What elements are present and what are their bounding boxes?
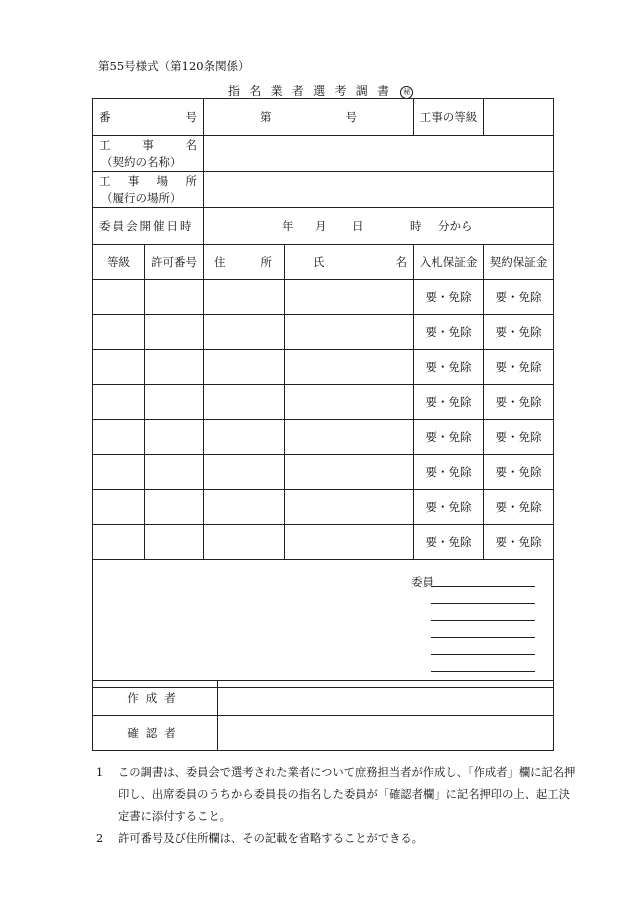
col-grade: 等級 [93, 245, 145, 280]
bid-deposit-choice[interactable]: 要・免除 [414, 455, 484, 490]
signature-line[interactable] [431, 671, 535, 672]
cell-grade[interactable] [93, 315, 145, 350]
cell-permit[interactable] [145, 455, 204, 490]
note-item: 2 許可番号及び住所欄は、その記載を省略することができる。 [96, 832, 424, 845]
work-name-label: 工 事 名 （契約の名称） [93, 136, 204, 172]
contract-deposit-choice[interactable]: 要・免除 [484, 525, 554, 560]
cell-permit[interactable] [145, 315, 204, 350]
cell-address[interactable] [204, 385, 285, 420]
cell-name[interactable] [285, 525, 414, 560]
contractor-header-row [93, 245, 554, 280]
cell-grade[interactable] [93, 420, 145, 455]
bid-deposit-choice[interactable]: 要・免除 [414, 420, 484, 455]
signature-line[interactable] [431, 637, 535, 638]
creator-row [93, 681, 554, 716]
work-place-label: 工 事 場 所 （履行の場所） [93, 172, 204, 208]
cell-name[interactable] [285, 420, 414, 455]
document-title-text: 指名業者選考調書 [228, 84, 399, 98]
contract-deposit-choice[interactable]: 要・免除 [484, 315, 554, 350]
notes [96, 762, 576, 850]
contractor-row [93, 455, 554, 490]
col-address: 住 所 [204, 245, 285, 280]
cell-name[interactable] [285, 490, 414, 525]
contractor-row [93, 490, 554, 525]
cell-address[interactable] [204, 420, 285, 455]
contractor-row [93, 420, 554, 455]
contract-deposit-choice[interactable]: 要・免除 [484, 280, 554, 315]
selection-form-table [92, 98, 554, 688]
contract-deposit-choice[interactable]: 要・免除 [484, 350, 554, 385]
meeting-date-row [93, 208, 554, 245]
contract-deposit-choice[interactable]: 要・免除 [484, 490, 554, 525]
cell-permit[interactable] [145, 280, 204, 315]
meeting-date-value[interactable]: 年 月 日 時 分から [204, 208, 554, 245]
contractor-row [93, 315, 554, 350]
confirmer-value[interactable] [218, 716, 554, 751]
cell-name[interactable] [285, 385, 414, 420]
col-name: 氏 名 [285, 245, 414, 280]
note-item: 1 この調書は、委員会で選考された業者について庶務担当者が作成し、「作成者」欄に記名押印し、出席委員のうちから委員長の指名した委員が「確認者欄」に記名押印の上、起工決定書に添付すること。 [96, 766, 576, 823]
signature-line[interactable] [431, 620, 535, 621]
cell-address[interactable] [204, 455, 285, 490]
confirmer-row [93, 716, 554, 751]
cell-permit[interactable] [145, 350, 204, 385]
bid-deposit-choice[interactable]: 要・免除 [414, 490, 484, 525]
work-place-value[interactable] [204, 172, 554, 208]
approval-table [92, 680, 554, 751]
contractor-row [93, 385, 554, 420]
cell-permit[interactable] [145, 525, 204, 560]
cell-name[interactable] [285, 280, 414, 315]
cell-name[interactable] [285, 455, 414, 490]
cell-address[interactable] [204, 490, 285, 525]
cell-address[interactable] [204, 315, 285, 350]
contractor-row [93, 350, 554, 385]
col-bid-deposit: 入札保証金 [414, 245, 484, 280]
creator-value[interactable] [218, 681, 554, 716]
committee-label: 委員 [411, 575, 434, 589]
cell-permit[interactable] [145, 385, 204, 420]
cell-grade[interactable] [93, 525, 145, 560]
work-name-row [93, 136, 554, 172]
bid-deposit-choice[interactable]: 要・免除 [414, 350, 484, 385]
bid-deposit-choice[interactable]: 要・免除 [414, 315, 484, 350]
bid-deposit-choice[interactable]: 要・免除 [414, 280, 484, 315]
confidential-mark: 秘 [400, 86, 413, 99]
committee-sign-row [93, 560, 554, 688]
contractor-row [93, 280, 554, 315]
cell-permit[interactable] [145, 420, 204, 455]
number-value-cell[interactable]: 第 号 [204, 99, 414, 136]
contract-deposit-choice[interactable]: 要・免除 [484, 385, 554, 420]
number-row [93, 99, 554, 136]
cell-grade[interactable] [93, 490, 145, 525]
col-permit: 許可番号 [145, 245, 204, 280]
signature-line[interactable] [431, 586, 535, 587]
contractor-row [93, 525, 554, 560]
work-place-row [93, 172, 554, 208]
cell-name[interactable] [285, 315, 414, 350]
cell-name[interactable] [285, 350, 414, 385]
confirmer-label: 確認者 [93, 716, 218, 751]
grade-value-cell[interactable] [484, 99, 554, 136]
cell-permit[interactable] [145, 490, 204, 525]
signature-line[interactable] [431, 603, 535, 604]
number-label-cell: 番 号 [93, 99, 204, 136]
cell-address[interactable] [204, 525, 285, 560]
cell-grade[interactable] [93, 350, 145, 385]
committee-sign-area [93, 560, 554, 688]
contract-deposit-choice[interactable]: 要・免除 [484, 455, 554, 490]
cell-address[interactable] [204, 280, 285, 315]
cell-grade[interactable] [93, 455, 145, 490]
form-number: 第55号様式（第120条関係） [98, 59, 250, 73]
grade-label-cell: 工事の等級 [414, 99, 484, 136]
cell-address[interactable] [204, 350, 285, 385]
document-title [228, 82, 438, 99]
work-name-value[interactable] [204, 136, 554, 172]
signature-line[interactable] [431, 654, 535, 655]
col-contract-deposit: 契約保証金 [484, 245, 554, 280]
meeting-date-label: 委員会開催日時 [93, 208, 204, 245]
bid-deposit-choice[interactable]: 要・免除 [414, 385, 484, 420]
cell-grade[interactable] [93, 385, 145, 420]
cell-grade[interactable] [93, 280, 145, 315]
contract-deposit-choice[interactable]: 要・免除 [484, 420, 554, 455]
creator-label: 作成者 [93, 681, 218, 716]
bid-deposit-choice[interactable]: 要・免除 [414, 525, 484, 560]
